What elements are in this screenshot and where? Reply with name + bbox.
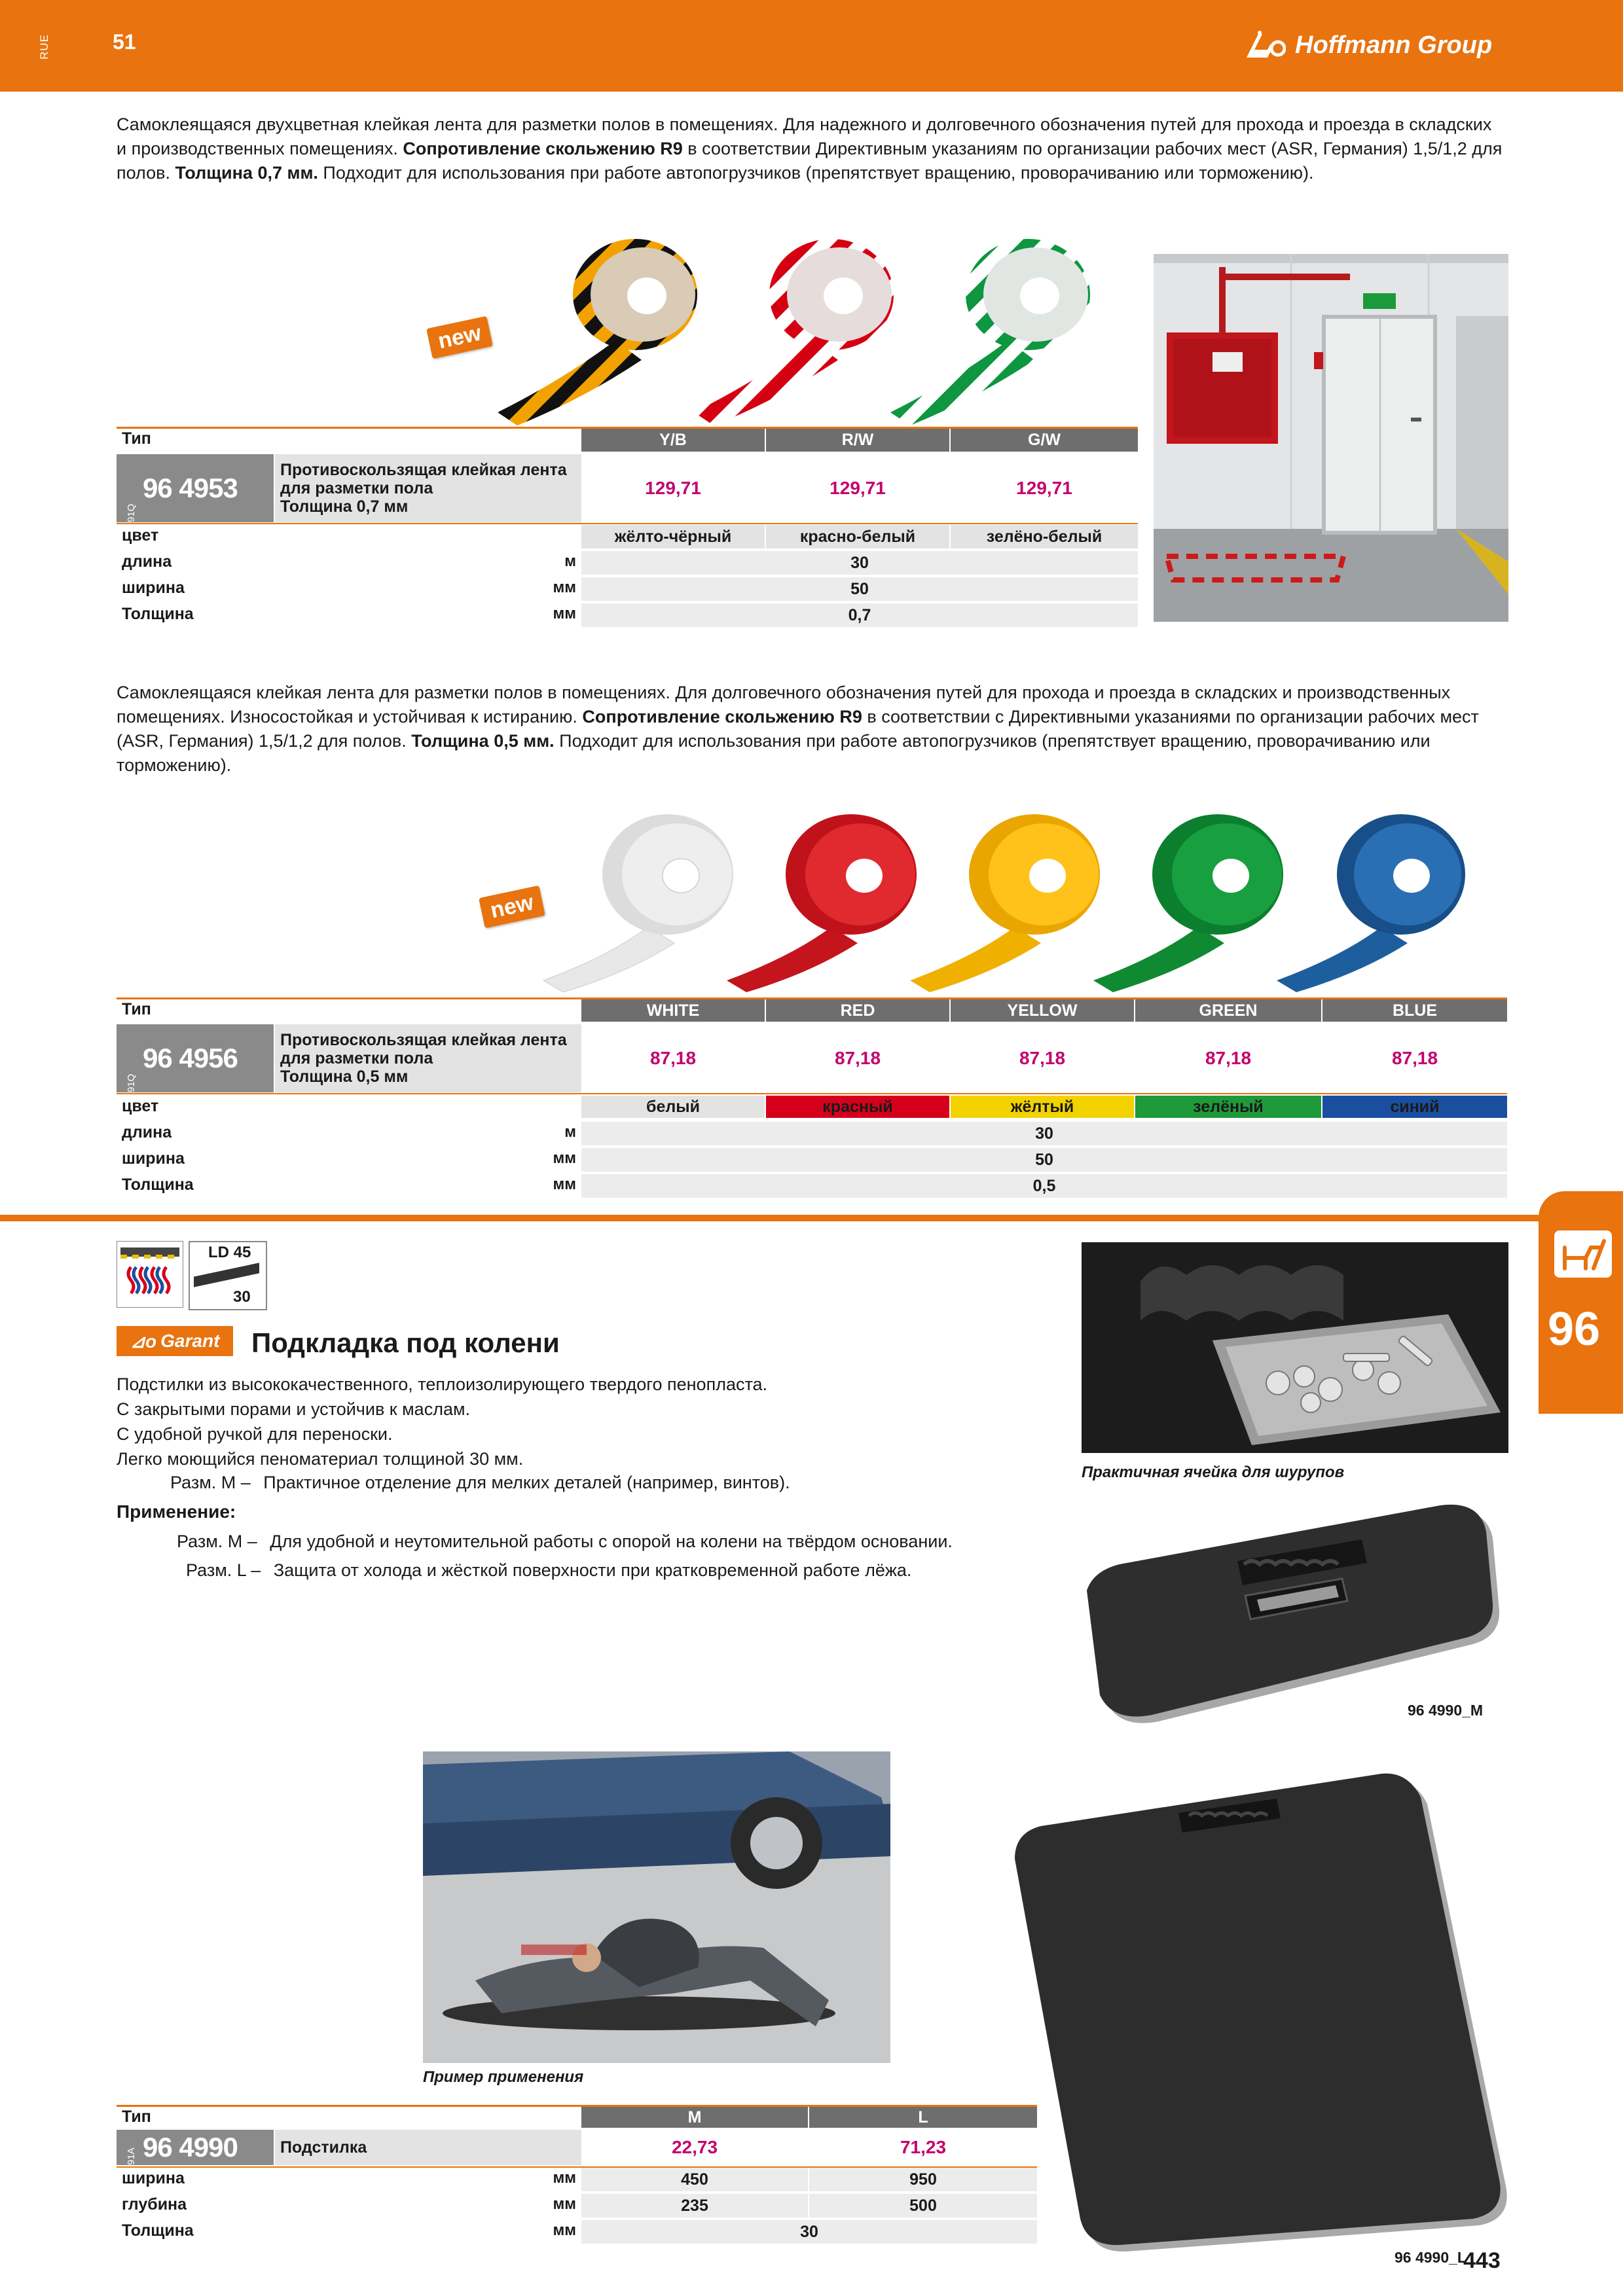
description-segment: Сопротивление скольжению R9 <box>403 139 683 158</box>
item-description <box>275 454 581 522</box>
ld-label: LD 45 <box>208 1244 251 1261</box>
type-label-1: Тип <box>122 429 151 448</box>
new-badge-1: new <box>426 316 493 359</box>
section-number: 51 <box>113 30 136 54</box>
product-features <box>117 1372 767 1471</box>
table-rule <box>117 427 1138 429</box>
table-rule <box>117 1093 1507 1094</box>
item-thickness: Толщина 0,7 мм <box>280 497 409 516</box>
roll-green-white <box>890 239 1090 425</box>
thickness-label: Толщина <box>122 1175 194 1194</box>
price: 71,23 <box>900 2137 947 2157</box>
brand-name: Hoffmann Group <box>1295 31 1493 59</box>
color-value: белый <box>581 1096 765 1118</box>
warehouse-floor-marking-photo <box>1154 254 1508 622</box>
thickness-label: Толщина <box>122 605 194 623</box>
price: 129,71 <box>830 478 886 498</box>
thermal-insulation-icon <box>117 1241 183 1308</box>
app-l-prefix: Разм. L – <box>186 1560 261 1580</box>
length-label: длина <box>122 552 172 571</box>
application-l <box>186 1560 911 1581</box>
description-segment: в соответствии с Директивными указаниями по организации рабочих мест (ASR, Германия) 1,5/1,2 для полов. <box>117 707 1479 751</box>
page-header <box>0 0 1623 92</box>
col-header: RED <box>766 999 949 1022</box>
price: 87,18 <box>834 1048 881 1068</box>
price: 87,18 <box>649 1048 697 1068</box>
new-badge-2: new <box>479 886 545 929</box>
thickness-bar-icon <box>194 1263 259 1287</box>
color-label: цвет <box>122 526 159 545</box>
description-segment: Подходит для использования при работе автопогрузчиков (препятствует вращению, проворачиванию или торможению). <box>117 731 1431 775</box>
order-number-box <box>117 454 274 522</box>
description-segment: Толщина 0,7 мм. <box>175 163 318 183</box>
chapter-number: 96 <box>1548 1303 1601 1355</box>
price: 87,18 <box>1205 1048 1252 1068</box>
hoffmann-logo <box>1245 30 1492 60</box>
app-l-text: Защита от холода и жёсткой поверхности при кратковременной работе лёжа. <box>273 1560 912 1580</box>
section1-description <box>117 113 1504 185</box>
solid-tape-rolls-image <box>537 809 1467 992</box>
product-title: Подкладка под колени <box>251 1327 560 1358</box>
color-value: красно-белый <box>766 525 949 548</box>
garant-logo-icon: ⊿o <box>130 1331 157 1352</box>
thickness-unit: мм <box>553 605 576 622</box>
article-m: 96 4990_M <box>1408 1702 1484 1719</box>
color-value: жёлто-чёрный <box>581 525 765 548</box>
thickness-unit: мм <box>553 1175 576 1193</box>
color-value: синий <box>1322 1096 1507 1118</box>
order-number: 96 4953 <box>143 473 238 503</box>
color-value: зелёно-белый <box>951 525 1138 548</box>
order-number: 96 4990 <box>143 2132 238 2162</box>
length-value: 30 <box>581 551 1138 575</box>
kneeling-pad-m-image <box>1080 1499 1512 1734</box>
roll-green <box>1093 814 1283 992</box>
description-segment: Сопротивление скольжению R9 <box>582 707 862 726</box>
depth-value: 500 <box>809 2194 1037 2217</box>
kneeling-pad-l-image <box>995 1767 1519 2251</box>
chapter-tab <box>1539 1191 1623 1414</box>
note-m-text: Практичное отделение для мелких деталей (например, винтов). <box>263 1473 790 1492</box>
width-unit: мм <box>553 1149 576 1167</box>
order-number: 96 4956 <box>143 1043 238 1073</box>
col-header: M <box>581 2107 808 2128</box>
roll-blue <box>1277 814 1465 992</box>
thickness-value: 0,5 <box>581 1174 1507 1198</box>
roll-yellow-black <box>498 239 697 425</box>
price: 129,71 <box>1016 478 1072 498</box>
caption-example: Пример применения <box>423 2068 584 2086</box>
side-code: RUE <box>38 34 50 60</box>
roll-red-white <box>694 239 894 425</box>
feature-line: С закрытыми порами и устойчив к маслам. <box>117 1399 471 1419</box>
description-segment: Толщина 0,5 мм. <box>411 731 555 751</box>
depth-value: 235 <box>581 2194 808 2217</box>
length-label: длина <box>122 1123 172 1141</box>
col-header: GREEN <box>1135 999 1321 1022</box>
application-m <box>177 1532 953 1552</box>
roll-yellow <box>910 814 1100 992</box>
item-thickness: Толщина 0,5 мм <box>280 1067 409 1086</box>
price: 87,18 <box>1019 1048 1066 1068</box>
color-label: цвет <box>122 1097 159 1115</box>
thickness-value: 0,7 <box>581 603 1138 627</box>
article-l: 96 4990_L <box>1395 2249 1467 2266</box>
roll-white <box>543 814 733 992</box>
garant-badge <box>117 1326 233 1356</box>
width-label: ширина <box>122 2169 185 2187</box>
price: 129,71 <box>645 478 701 498</box>
color-value: зелёный <box>1135 1096 1321 1118</box>
table-rule <box>117 523 1138 524</box>
description-segment: Подходит для использования при работе автопогрузчиков (препятствует вращению, проворачиванию или торможению). <box>318 163 1314 183</box>
hoffmann-logo-icon <box>1245 30 1286 60</box>
feature-line: С удобной ручкой для переноски. <box>117 1424 393 1444</box>
item-name: Противоскользящая клейкая лента для разметки пола <box>280 1031 567 1067</box>
price: 22,73 <box>671 2137 718 2157</box>
item-name: Противоскользящая клейкая лента для разметки пола <box>280 461 567 497</box>
application-example-photo <box>423 1751 890 2063</box>
order-code: 91Q <box>126 1073 137 1092</box>
thickness-unit: мм <box>553 2221 576 2239</box>
price: 87,18 <box>1391 1048 1438 1068</box>
ld-value: 30 <box>233 1288 251 1306</box>
app-m-prefix: Разм. M – <box>177 1532 257 1551</box>
depth-unit: мм <box>553 2195 576 2213</box>
application-label: Применение: <box>117 1501 236 1522</box>
length-unit: м <box>564 552 576 570</box>
item-description <box>275 1024 581 1092</box>
width-unit: мм <box>553 2169 576 2187</box>
width-value: 950 <box>809 2168 1037 2191</box>
app-m-text: Для удобной и неутомительной работы с опорой на колени на твёрдом основании. <box>270 1532 953 1551</box>
caption-screws: Практичная ячейка для шурупов <box>1082 1463 1345 1481</box>
item-name: Подстилка <box>280 2138 367 2157</box>
depth-label: глубина <box>122 2195 187 2214</box>
width-value: 50 <box>581 1148 1507 1172</box>
type-label-3: Тип <box>122 2108 151 2126</box>
order-code: 91A <box>126 2147 137 2165</box>
col-header: BLUE <box>1322 999 1507 1022</box>
bicolor-tape-rolls-image <box>471 236 1139 425</box>
page-number: 443 <box>1463 2248 1501 2273</box>
description-segment: Самоклеящаяся двухцветная клейкая лента для разметки полов в помещениях. Для надежного и долговечного обозначения путей для прохода и проезда в складских и производственных помещениях. <box>117 115 1492 158</box>
screw-compartment-photo <box>1082 1242 1508 1453</box>
roll-red <box>727 814 917 992</box>
garant-label: Garant <box>160 1331 220 1351</box>
section2-description <box>117 681 1504 778</box>
item-description <box>275 2130 581 2165</box>
thickness-label: Толщина <box>122 2221 194 2240</box>
col-header: G/W <box>951 428 1138 452</box>
length-unit: м <box>564 1123 576 1141</box>
length-value: 30 <box>581 1122 1507 1145</box>
width-value: 450 <box>581 2168 808 2191</box>
width-label: ширина <box>122 579 185 597</box>
thickness-ld-icon <box>189 1241 267 1310</box>
width-label: ширина <box>122 1149 185 1168</box>
type-label-2: Тип <box>122 1000 151 1018</box>
order-number-box <box>117 2130 274 2165</box>
note-m <box>170 1473 790 1493</box>
color-value: жёлтый <box>951 1096 1134 1118</box>
col-header: R/W <box>766 428 949 452</box>
feature-line: Подстилки из высококачественного, теплоизолирующего твердого пенопласта. <box>117 1374 768 1394</box>
col-header: YELLOW <box>951 999 1134 1022</box>
description-segment: Самоклеящаяся клейкая лента для разметки полов в помещениях. Для долговечного обозначения путей для прохода и проезда в складских и производственных помещениях. Износостойкая и устойчивая к истиранию. <box>117 683 1451 726</box>
thickness-value: 30 <box>581 2220 1037 2244</box>
col-header: WHITE <box>581 999 765 1022</box>
workbench-icon <box>1552 1228 1614 1280</box>
section-divider <box>0 1215 1539 1221</box>
width-value: 50 <box>581 577 1138 601</box>
feature-line: Легко моющийся пеноматериал толщиной 30 мм. <box>117 1449 524 1469</box>
order-code: 91Q <box>126 503 137 522</box>
description-segment: в соответствии Директивным указаниям по организации рабочих мест (ASR, Германия) 1,5/1,2 для полов. <box>117 139 1503 183</box>
width-unit: мм <box>553 579 576 596</box>
note-m-prefix: Разм. M – <box>170 1473 251 1492</box>
color-value: красный <box>766 1096 949 1118</box>
order-number-box <box>117 1024 274 1092</box>
col-header: L <box>809 2107 1037 2128</box>
col-header: Y/B <box>581 428 765 452</box>
